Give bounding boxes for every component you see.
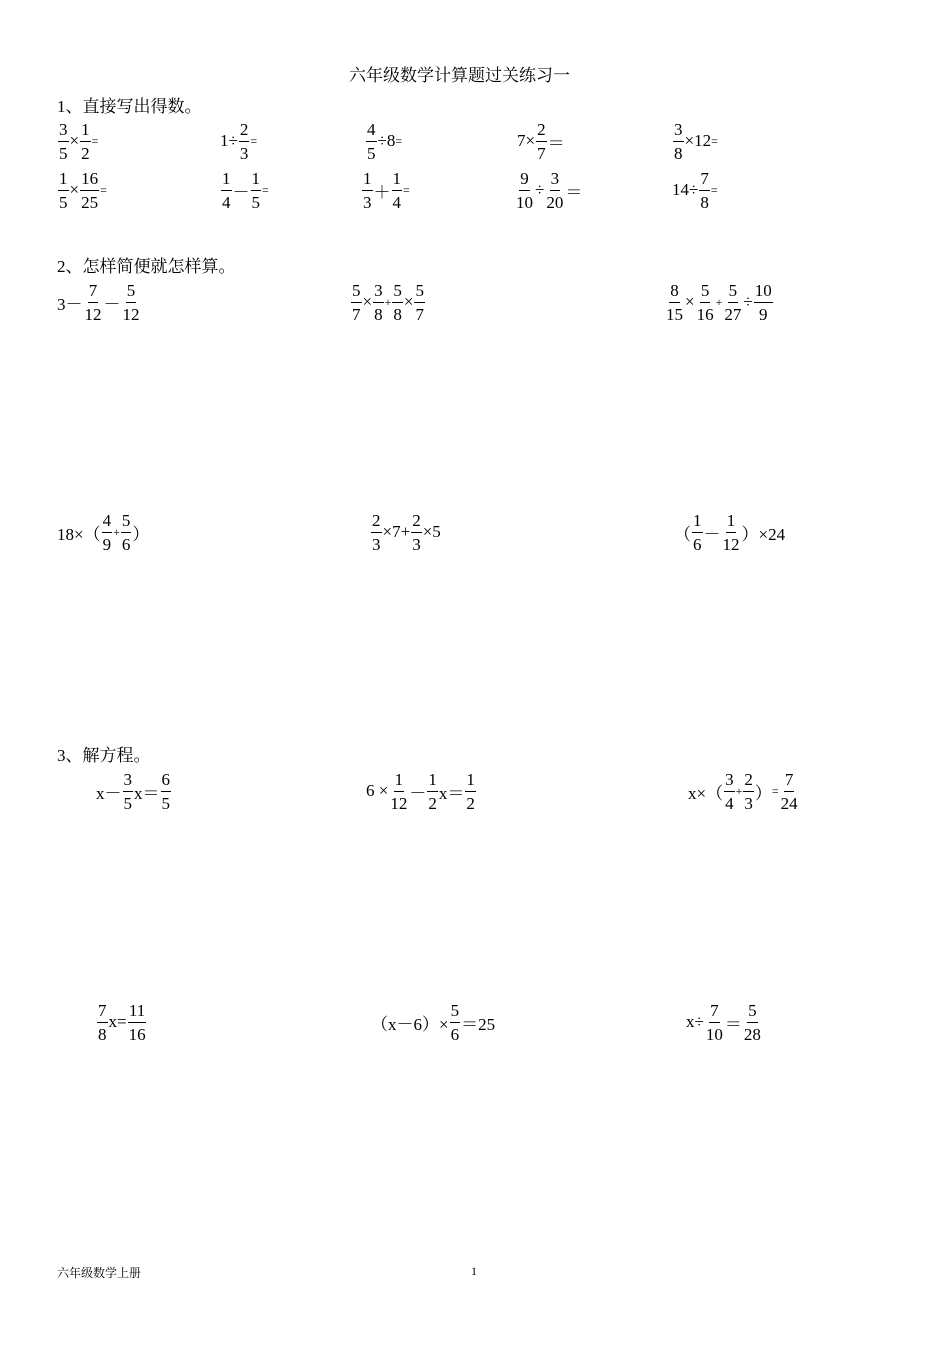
denominator: 28 xyxy=(743,1024,761,1044)
numerator: 1 xyxy=(251,170,262,191)
small-operator-text: + xyxy=(384,294,392,309)
denominator: 4 xyxy=(725,793,734,813)
fraction xyxy=(536,121,547,162)
problem xyxy=(664,278,774,326)
denominator: 4 xyxy=(392,192,401,212)
operator-text: ＝25 xyxy=(461,1014,496,1034)
fraction xyxy=(123,771,134,812)
numerator: 1 xyxy=(427,771,438,792)
fraction xyxy=(371,512,382,553)
fraction xyxy=(705,1002,724,1043)
problem xyxy=(57,117,98,165)
denominator: 2 xyxy=(428,793,437,813)
denominator: 12 xyxy=(390,793,408,813)
fraction xyxy=(389,771,408,812)
fraction xyxy=(427,771,438,812)
operator-text: ） xyxy=(754,783,772,803)
numerator: 11 xyxy=(128,1002,146,1023)
numerator: 5 xyxy=(351,282,362,303)
denominator: 7 xyxy=(537,143,546,163)
numerator: 5 xyxy=(126,282,137,303)
fraction xyxy=(362,170,373,211)
small-operator-text: = xyxy=(91,133,99,148)
operator-text: × xyxy=(69,180,80,199)
numerator: 1 xyxy=(362,170,373,191)
denominator: 5 xyxy=(161,793,170,813)
numerator: 3 xyxy=(550,170,561,191)
operator-text: × xyxy=(403,292,414,311)
operator-text: × xyxy=(685,292,695,311)
fraction xyxy=(373,282,384,323)
numerator: 5 xyxy=(450,1002,461,1023)
operator-text: ＝ xyxy=(547,133,565,153)
problem xyxy=(220,117,257,165)
fraction xyxy=(411,512,422,553)
fraction xyxy=(692,512,703,553)
fraction xyxy=(696,282,715,323)
denominator: 3 xyxy=(412,534,421,554)
operator-text: ×12 xyxy=(684,131,712,150)
denominator: 6 xyxy=(693,534,702,554)
section-heading-solve-equations: 3、解方程。 xyxy=(57,746,151,765)
numerator: 1 xyxy=(80,121,91,142)
problem xyxy=(371,998,495,1046)
denominator: 5 xyxy=(59,192,68,212)
numerator: 5 xyxy=(392,282,403,303)
fraction xyxy=(515,170,534,211)
numerator: 3 xyxy=(373,282,384,303)
fraction xyxy=(80,170,99,211)
numerator: 2 xyxy=(239,121,250,142)
fraction xyxy=(392,282,403,323)
problem xyxy=(688,767,800,815)
problem xyxy=(686,998,763,1046)
fraction xyxy=(465,771,476,812)
fraction xyxy=(161,771,172,812)
fraction xyxy=(351,282,362,323)
fraction xyxy=(722,512,741,553)
problem xyxy=(96,767,172,815)
numerator: 1 xyxy=(392,170,403,191)
numerator: 1 xyxy=(394,771,405,792)
numerator: 2 xyxy=(371,512,382,533)
problem xyxy=(57,278,142,326)
problem xyxy=(220,166,269,214)
denominator: 7 xyxy=(352,304,361,324)
operator-text: 7× xyxy=(517,131,536,150)
operator-text: ÷ xyxy=(743,292,753,311)
operator-text: x－ xyxy=(96,783,122,803)
fraction xyxy=(80,121,91,162)
denominator: 10 xyxy=(705,1024,723,1044)
fraction xyxy=(450,1002,461,1043)
small-operator-text: = xyxy=(100,182,107,197)
problem xyxy=(361,166,410,214)
denominator: 25 xyxy=(81,192,99,212)
operator-text: x＝ xyxy=(134,783,160,803)
problem xyxy=(517,117,565,165)
operator-text: x×（ xyxy=(688,783,724,803)
numerator: 1 xyxy=(465,771,476,792)
numerator: 8 xyxy=(669,282,680,303)
denominator: 20 xyxy=(546,192,564,212)
small-operator-text: = xyxy=(250,133,258,148)
operator-text: ×7+ xyxy=(382,522,411,541)
fraction xyxy=(723,282,742,323)
denominator: 12 xyxy=(122,304,140,324)
numerator: 2 xyxy=(743,771,754,792)
denominator: 6 xyxy=(121,534,131,554)
operator-text: ＝ xyxy=(565,182,583,202)
problem xyxy=(370,508,441,556)
denominator: 4 xyxy=(222,192,231,212)
fraction xyxy=(754,282,773,323)
denominator: 6 xyxy=(450,1024,460,1044)
operator-text: 6 × xyxy=(366,781,389,800)
numerator: 7 xyxy=(88,282,99,303)
operator-text: ）×24 xyxy=(741,524,786,544)
denominator: 10 xyxy=(516,192,533,212)
operator-text: x÷ xyxy=(686,1012,704,1031)
operator-text: 14÷ xyxy=(672,180,699,199)
operator-text: － xyxy=(103,294,121,314)
numerator: 5 xyxy=(414,282,425,303)
denominator: 5 xyxy=(367,143,376,163)
fraction xyxy=(97,1002,108,1043)
problem xyxy=(57,166,107,214)
section-heading-simplify: 2、怎样简便就怎样算。 xyxy=(57,257,236,276)
numerator: 1 xyxy=(726,512,737,533)
numerator: 2 xyxy=(411,512,422,533)
denominator: 16 xyxy=(128,1024,146,1044)
problem xyxy=(514,166,582,214)
denominator: 15 xyxy=(666,304,683,324)
denominator: 8 xyxy=(98,1024,107,1044)
fraction xyxy=(724,771,735,812)
denominator: 8 xyxy=(700,192,709,212)
denominator: 8 xyxy=(393,304,402,324)
fraction xyxy=(58,170,69,211)
fraction xyxy=(251,170,262,211)
fraction xyxy=(665,282,684,323)
problem xyxy=(366,767,477,815)
denominator: 16 xyxy=(696,304,714,324)
operator-text: 1÷ xyxy=(220,131,238,150)
operator-text: ÷8 xyxy=(377,131,396,150)
fraction xyxy=(239,121,250,162)
denominator: 9 xyxy=(102,534,112,554)
problem xyxy=(672,166,718,214)
numerator: 6 xyxy=(161,771,172,792)
small-operator-text: = xyxy=(711,133,718,148)
footer-book-title: 六年级数学上册 xyxy=(57,1266,142,1280)
fraction xyxy=(699,170,710,211)
problem xyxy=(350,278,426,326)
operator-text: ×5 xyxy=(422,522,441,541)
numerator: 7 xyxy=(97,1002,108,1023)
problem xyxy=(96,998,148,1046)
numerator: 7 xyxy=(784,771,795,792)
fraction xyxy=(743,771,754,812)
operator-text: ÷ xyxy=(535,180,545,199)
fraction xyxy=(102,512,113,553)
small-operator-text: = xyxy=(710,182,718,197)
numerator: 5 xyxy=(728,282,739,303)
operator-text: ＝ xyxy=(724,1014,742,1034)
operator-text: （ xyxy=(674,524,691,544)
numerator: 7 xyxy=(709,1002,720,1023)
small-operator-text: = xyxy=(771,783,779,798)
small-operator-text: + xyxy=(715,294,723,309)
numerator: 9 xyxy=(519,170,530,191)
numerator: 7 xyxy=(699,170,710,191)
numerator: 5 xyxy=(700,282,711,303)
small-operator-text: = xyxy=(395,133,403,148)
fraction xyxy=(366,121,377,162)
denominator: 8 xyxy=(374,304,383,324)
numerator: 1 xyxy=(692,512,703,533)
fraction xyxy=(58,121,69,162)
problem xyxy=(672,117,718,165)
small-operator-text: = xyxy=(403,182,410,197)
fraction xyxy=(392,170,403,211)
fraction xyxy=(121,512,132,553)
numerator: 3 xyxy=(123,771,134,792)
small-operator-text: = xyxy=(262,182,269,197)
fraction xyxy=(122,282,141,323)
denominator: 8 xyxy=(674,143,683,163)
numerator: 3 xyxy=(724,771,735,792)
numerator: 4 xyxy=(102,512,113,533)
problem xyxy=(674,508,785,556)
numerator: 5 xyxy=(121,512,132,533)
denominator: 3 xyxy=(363,192,372,212)
page-title: 六年级数学计算题过关练习一 xyxy=(349,66,570,85)
denominator: 12 xyxy=(722,534,740,554)
numerator: 1 xyxy=(58,170,69,191)
operator-text: 18×（ xyxy=(57,524,101,544)
denominator: 12 xyxy=(84,304,102,324)
fraction xyxy=(128,1002,147,1043)
numerator: 1 xyxy=(221,170,232,191)
operator-text: ） xyxy=(132,524,150,544)
numerator: 10 xyxy=(754,282,773,303)
operator-text: （x－6）× xyxy=(371,1014,449,1034)
small-operator-text: + xyxy=(735,783,743,798)
denominator: 24 xyxy=(780,793,798,813)
denominator: 5 xyxy=(251,192,260,212)
numerator: 3 xyxy=(58,121,69,142)
page-number: 1 xyxy=(471,1264,477,1278)
numerator: 4 xyxy=(366,121,377,142)
denominator: 2 xyxy=(81,143,90,163)
operator-text: 3－ xyxy=(57,294,83,314)
small-operator-text: + xyxy=(113,524,120,539)
numerator: 16 xyxy=(80,170,99,191)
operator-text: － xyxy=(703,524,721,544)
numerator: 3 xyxy=(673,121,684,142)
fraction xyxy=(84,282,103,323)
fraction xyxy=(743,1002,762,1043)
problem xyxy=(365,117,402,165)
denominator: 5 xyxy=(59,143,68,163)
operator-text: － xyxy=(232,182,250,202)
operator-text: × xyxy=(362,292,373,311)
operator-text: x＝ xyxy=(438,783,465,803)
denominator: 3 xyxy=(239,143,249,163)
denominator: 9 xyxy=(758,304,768,324)
fraction xyxy=(780,771,799,812)
fraction xyxy=(545,170,564,211)
fraction xyxy=(673,121,684,162)
problem xyxy=(57,508,149,556)
operator-text: ＋ xyxy=(373,182,391,202)
section-heading-direct-calculation: 1、直接写出得数。 xyxy=(57,97,202,116)
denominator: 5 xyxy=(123,793,132,813)
denominator: 2 xyxy=(466,793,475,813)
denominator: 3 xyxy=(372,534,381,554)
numerator: 2 xyxy=(536,121,547,142)
denominator: 7 xyxy=(415,304,424,324)
fraction xyxy=(221,170,232,211)
fraction xyxy=(414,282,425,323)
operator-text: × xyxy=(69,131,80,150)
operator-text: － xyxy=(409,783,427,803)
denominator: 3 xyxy=(744,793,753,813)
numerator: 5 xyxy=(747,1002,758,1023)
operator-text: x= xyxy=(108,1012,127,1031)
denominator: 27 xyxy=(724,304,742,324)
